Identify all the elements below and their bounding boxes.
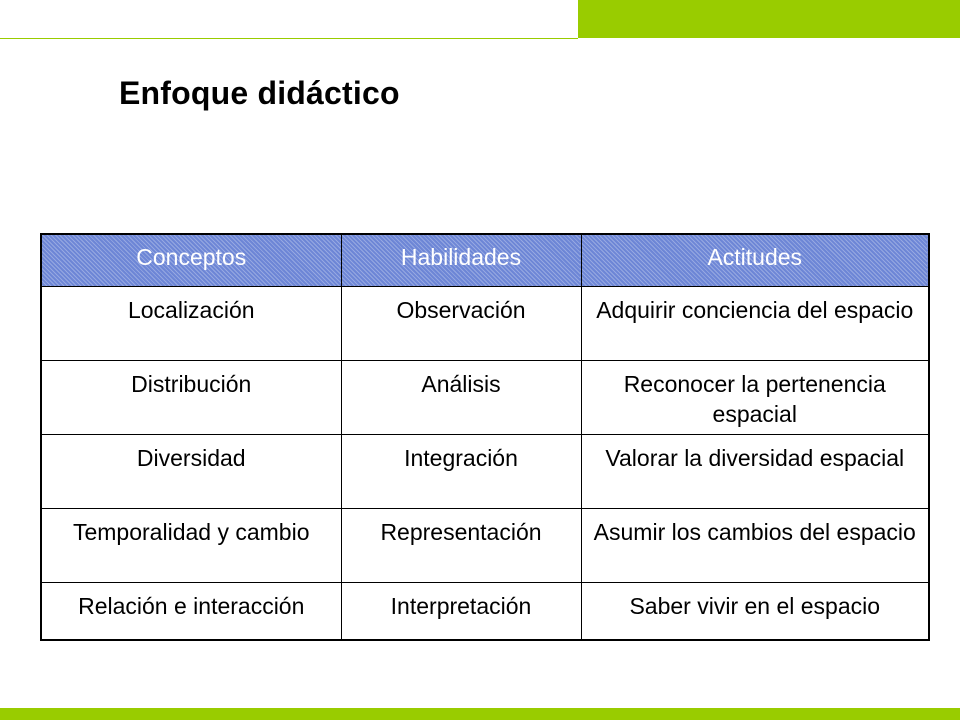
didactic-approach-table xyxy=(40,233,930,641)
table-row xyxy=(41,509,929,583)
cell-concepto: Relación e interacción xyxy=(41,583,341,641)
cell-habilidad: Integración xyxy=(341,435,581,509)
cell-concepto: Temporalidad y cambio xyxy=(41,509,341,583)
cell-actitud: Reconocer la pertenencia espacial xyxy=(581,361,929,435)
cell-habilidad: Representación xyxy=(341,509,581,583)
cell-concepto: Distribución xyxy=(41,361,341,435)
table-row xyxy=(41,361,929,435)
table-row xyxy=(41,435,929,509)
cell-concepto: Diversidad xyxy=(41,435,341,509)
header-actitudes: Actitudes xyxy=(581,234,929,287)
cell-actitud: Adquirir conciencia del espacio xyxy=(581,287,929,361)
cell-actitud: Asumir los cambios del espacio xyxy=(581,509,929,583)
slide-title: Enfoque didáctico xyxy=(119,75,400,111)
table-header-row xyxy=(41,234,929,287)
cell-habilidad: Análisis xyxy=(341,361,581,435)
bottom-accent-bar xyxy=(0,708,960,720)
cell-habilidad: Observación xyxy=(341,287,581,361)
top-accent-line xyxy=(0,38,578,39)
cell-habilidad: Interpretación xyxy=(341,583,581,641)
top-accent-bar xyxy=(578,0,960,38)
header-conceptos: Conceptos xyxy=(41,234,341,287)
cell-concepto: Localización xyxy=(41,287,341,361)
header-habilidades: Habilidades xyxy=(341,234,581,287)
table-row xyxy=(41,583,929,641)
cell-actitud: Saber vivir en el espacio xyxy=(581,583,929,641)
cell-actitud: Valorar la diversidad espacial xyxy=(581,435,929,509)
table-row xyxy=(41,287,929,361)
